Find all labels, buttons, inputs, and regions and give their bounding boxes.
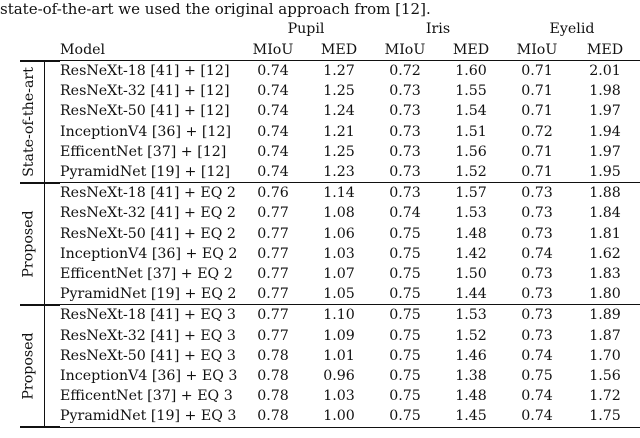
- metric-value: 1.52: [455, 327, 487, 344]
- table-row: [20, 122, 640, 142]
- metric-value: 0.78: [257, 388, 289, 405]
- metric-value: 0.75: [521, 368, 553, 385]
- metric-value: 0.75: [389, 225, 421, 242]
- section-divider: [44, 61, 45, 183]
- results-table: [20, 18, 640, 428]
- section-label: [18, 61, 40, 183]
- metric-value: 1.87: [589, 327, 621, 344]
- header-metric: MIoU: [384, 42, 426, 58]
- metric-value: 1.75: [570, 406, 640, 427]
- metric-value: 1.09: [323, 327, 355, 344]
- metric-value: 1.14: [306, 183, 372, 204]
- metric-value: 0.77: [257, 266, 289, 283]
- model-name: InceptionV4 [36] + EQ 2: [60, 245, 238, 262]
- metric-value: 1.53: [455, 205, 487, 222]
- header-model: Model: [60, 42, 106, 58]
- metric-value: 1.48: [455, 388, 487, 405]
- metric-value: 1.03: [323, 388, 355, 405]
- table-row: [20, 81, 640, 101]
- model-name: ResNeXt-32 [41] + EQ 2: [60, 205, 236, 222]
- table-row: [20, 264, 640, 284]
- row-rule: [20, 426, 60, 427]
- metric-value: 0.73: [372, 183, 438, 204]
- metric-value: 0.73: [389, 103, 421, 120]
- section-label-text: State-of-the-art: [21, 67, 38, 177]
- metric-value: 1.23: [323, 164, 355, 181]
- metric-value: 0.73: [521, 327, 553, 344]
- metric-value: 1.45: [438, 406, 504, 427]
- metric-value: 0.74: [257, 164, 289, 181]
- model-name: ResNeXt-50 [41] + EQ 2: [60, 225, 236, 242]
- metric-value: 1.06: [323, 225, 355, 242]
- section-divider: [44, 305, 45, 427]
- model-name: EfficentNet [37] + EQ 2: [60, 266, 233, 283]
- metric-value: 0.77: [240, 305, 306, 326]
- metric-value: 0.75: [389, 347, 421, 364]
- metric-value: 0.75: [389, 388, 421, 405]
- section-label-text: Proposed: [21, 210, 38, 278]
- model-name: ResNeXt-50 [41] + [12]: [60, 103, 230, 120]
- metric-value: 0.73: [389, 164, 421, 181]
- metric-value: 1.27: [306, 61, 372, 82]
- metric-value: 1.84: [589, 205, 621, 222]
- metric-value: 1.00: [306, 406, 372, 427]
- metric-value: 0.75: [389, 245, 421, 262]
- metric-value: 0.75: [389, 266, 421, 283]
- metric-value: 1.55: [455, 83, 487, 100]
- metric-value: 1.95: [589, 164, 621, 181]
- model-name: ResNeXt-18 [41] + [12]: [20, 61, 240, 82]
- table-row: [20, 366, 640, 386]
- metric-value: 2.01: [570, 61, 640, 82]
- table-row: [20, 203, 640, 223]
- model-name: EfficentNet [37] + [12]: [60, 143, 227, 160]
- table-row: [20, 406, 640, 427]
- metric-value: 0.71: [504, 61, 570, 82]
- metric-value: 0.71: [521, 103, 553, 120]
- header-pupil: Pupil: [287, 21, 325, 37]
- metric-value: 0.74: [240, 61, 306, 82]
- metric-value: 0.74: [504, 406, 570, 427]
- header-iris: Iris: [425, 21, 451, 37]
- metric-value: 0.74: [257, 143, 289, 160]
- metric-value: 1.25: [323, 83, 355, 100]
- metric-value: 0.77: [257, 205, 289, 222]
- section-label: [18, 183, 40, 305]
- metric-value: 1.57: [438, 183, 504, 204]
- metric-value: 1.25: [323, 143, 355, 160]
- section-label-text: Proposed: [21, 332, 38, 400]
- metric-value: 1.50: [455, 266, 487, 283]
- metric-value: 0.74: [257, 123, 289, 140]
- metric-value: 1.21: [323, 123, 355, 140]
- metric-value: 1.07: [323, 266, 355, 283]
- metric-value: 0.76: [240, 183, 306, 204]
- table-row: [20, 162, 640, 183]
- header-metric: MED: [452, 42, 490, 58]
- metric-value: 0.73: [504, 305, 570, 326]
- row-rule: [20, 183, 60, 184]
- table-row: [20, 101, 640, 121]
- metric-value: 0.72: [521, 123, 553, 140]
- metric-value: 1.10: [306, 305, 372, 326]
- table-row: [20, 61, 640, 82]
- metric-value: 0.74: [257, 103, 289, 120]
- metric-value: 1.88: [570, 183, 640, 204]
- metric-value: 1.03: [323, 245, 355, 262]
- metric-value: 0.78: [240, 406, 306, 427]
- metric-value: 1.44: [455, 286, 487, 303]
- metric-value: 0.74: [521, 347, 553, 364]
- table-row: [20, 326, 640, 346]
- table-row: [20, 305, 640, 326]
- model-name: EfficentNet [37] + EQ 3: [60, 388, 233, 405]
- metric-value: 0.77: [257, 225, 289, 242]
- metric-value: 0.77: [257, 327, 289, 344]
- metric-value: 1.42: [455, 245, 487, 262]
- metric-value: 1.05: [323, 286, 355, 303]
- model-name: InceptionV4 [36] + EQ 3: [60, 368, 238, 385]
- metric-value: 1.80: [589, 286, 621, 303]
- header-metric: MED: [320, 42, 358, 58]
- metric-value: 1.98: [589, 83, 621, 100]
- metric-value: 0.71: [521, 83, 553, 100]
- metric-value: 0.73: [389, 143, 421, 160]
- table-body: [20, 61, 640, 428]
- metric-value: 0.73: [521, 286, 553, 303]
- metric-value: 1.56: [589, 368, 621, 385]
- metric-value: 1.94: [589, 123, 621, 140]
- metric-value: 1.70: [589, 347, 621, 364]
- metric-value: 0.74: [521, 245, 553, 262]
- metric-value: 0.77: [257, 286, 289, 303]
- metric-value: 0.73: [521, 266, 553, 283]
- header-metric: MIoU: [252, 42, 294, 58]
- metric-value: 0.73: [389, 83, 421, 100]
- model-name: ResNeXt-18 [41] + EQ 2: [20, 183, 240, 204]
- metric-value: 0.73: [504, 183, 570, 204]
- model-name: InceptionV4 [36] + [12]: [60, 123, 232, 140]
- model-name: PyramidNet [19] + EQ 3: [20, 406, 240, 427]
- header-eyelid: Eyelid: [549, 21, 595, 37]
- metric-value: 1.54: [455, 103, 487, 120]
- model-name: ResNeXt-18 [41] + EQ 3: [20, 305, 240, 326]
- model-name: PyramidNet [19] + [12]: [60, 164, 231, 181]
- header-group-row: [20, 18, 640, 40]
- metric-value: 1.89: [570, 305, 640, 326]
- metric-value: 0.96: [323, 368, 355, 385]
- table-row: [20, 183, 640, 204]
- metric-value: 0.73: [521, 225, 553, 242]
- table-row: [20, 284, 640, 305]
- metric-value: 1.60: [438, 61, 504, 82]
- metric-value: 0.71: [521, 164, 553, 181]
- row-rule: [20, 61, 60, 62]
- metric-value: 1.83: [589, 266, 621, 283]
- metric-value: 0.78: [257, 347, 289, 364]
- header-metric-row: [20, 40, 640, 61]
- row-rule: [20, 305, 60, 306]
- metric-value: 1.53: [438, 305, 504, 326]
- model-name: ResNeXt-32 [41] + EQ 3: [60, 327, 236, 344]
- table-row: [20, 142, 640, 162]
- metric-value: 1.51: [455, 123, 487, 140]
- metric-value: 1.46: [455, 347, 487, 364]
- metric-value: 0.75: [389, 368, 421, 385]
- metric-value: 0.75: [389, 327, 421, 344]
- metric-value: 1.08: [323, 205, 355, 222]
- metric-value: 1.72: [589, 388, 621, 405]
- metric-value: 0.72: [372, 61, 438, 82]
- metric-value: 1.24: [323, 103, 355, 120]
- metric-value: 1.81: [589, 225, 621, 242]
- table-caption: state-of-the-art we used the original approach from [12].: [0, 0, 431, 18]
- metric-value: 0.75: [372, 305, 438, 326]
- metric-value: 1.48: [455, 225, 487, 242]
- metric-value: 1.52: [455, 164, 487, 181]
- model-name: ResNeXt-50 [41] + EQ 3: [60, 347, 236, 364]
- metric-value: 1.97: [589, 143, 621, 160]
- metric-value: 0.75: [372, 406, 438, 427]
- section-divider: [44, 183, 45, 305]
- metric-value: 0.73: [389, 123, 421, 140]
- table-row: [20, 224, 640, 244]
- table-row: [20, 244, 640, 264]
- metric-value: 1.56: [455, 143, 487, 160]
- metric-value: 1.38: [455, 368, 487, 385]
- table-row: [20, 346, 640, 366]
- metric-value: 0.75: [389, 286, 421, 303]
- metric-value: 1.01: [323, 347, 355, 364]
- header-metric: MIoU: [516, 42, 558, 58]
- header-metric: MED: [586, 42, 624, 58]
- metric-value: 0.73: [521, 205, 553, 222]
- metric-value: 0.77: [257, 245, 289, 262]
- metric-value: 0.78: [257, 368, 289, 385]
- metric-value: 1.97: [589, 103, 621, 120]
- metric-value: 0.71: [521, 143, 553, 160]
- section-label: [18, 305, 40, 427]
- metric-value: 1.62: [589, 245, 621, 262]
- metric-value: 0.74: [389, 205, 421, 222]
- model-name: ResNeXt-32 [41] + [12]: [60, 83, 230, 100]
- table-row: [20, 386, 640, 406]
- metric-value: 0.74: [257, 83, 289, 100]
- model-name: PyramidNet [19] + EQ 2: [60, 286, 237, 303]
- metric-value: 0.74: [521, 388, 553, 405]
